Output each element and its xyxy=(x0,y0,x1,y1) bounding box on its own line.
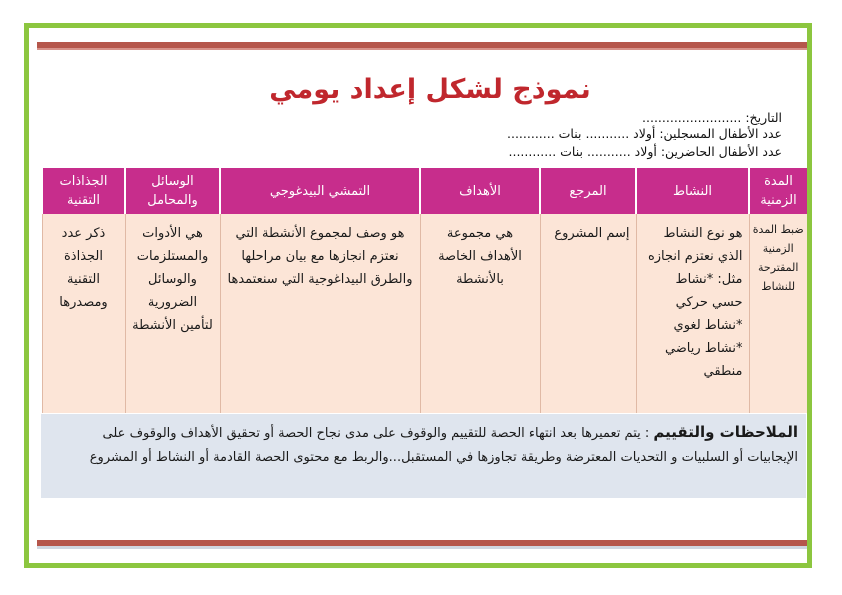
table-row xyxy=(42,214,807,413)
notes-text: : يتم تعميرها بعد انتهاء الحصة للتقييم والوقوف على مدى نجاح الحصة أو تحقيق الأهداف والوقوف على الإيجابيات أو السلبيات و التحديات المعترضة وطريقة تجاوزها في المستقبل...والربط مع محتوى الحصة القادمة أو النشاط أو المشروع xyxy=(89,426,798,465)
cell-pedagogy: هو وصف لمجموع الأنشطة التي نعتزم انجازها مع بيان مراحلها والطرق البيداغوجية التي سنعتمدها xyxy=(220,214,420,413)
cell-objectives: هي مجموعة الأهداف الخاصة بالأنشطة xyxy=(420,214,540,413)
header-activity: النشاط xyxy=(636,168,749,214)
cell-activity: هو نوع النشاط الذي نعتزم انجازه مثل: *نشاط حسي حركي *نشاط لغوي *نشاط رياضي منطقي xyxy=(636,214,749,413)
top-rule-accent xyxy=(37,48,807,50)
header-duration: المدة الزمنية xyxy=(749,168,807,214)
cell-materials: هي الأدوات والمستلزمات والوسائل الضرورية لتأمين الأنشطة xyxy=(125,214,220,413)
notes-label: الملاحظات والتقييم xyxy=(653,423,798,441)
bottom-rule-accent xyxy=(37,546,807,549)
present-line: عدد الأطفال الحاضرين: أولاد ........... بنات ............ xyxy=(508,144,782,159)
page-title: نموذج لشكل إعداد يومي xyxy=(269,74,591,105)
date-line: التاريخ: ......................... xyxy=(642,110,782,125)
cell-duration: ضبط المدة الزمنية المقترحة للنشاط xyxy=(749,214,807,413)
header-cards: الجذاذات التقنية xyxy=(42,168,125,214)
header-materials: الوسائل والمحامل xyxy=(125,168,220,214)
header-objectives: الأهداف xyxy=(420,168,540,214)
cell-reference: إسم المشروع xyxy=(540,214,636,413)
cell-cards: ذكر عدد الجذاذة التقنية ومصدرها xyxy=(42,214,125,413)
plan-table xyxy=(41,168,807,413)
header-row xyxy=(42,168,807,214)
header-reference: المرجع xyxy=(540,168,636,214)
registered-line: عدد الأطفال المسجلين: أولاد ........... بنات ............ xyxy=(507,126,782,141)
header-pedagogy: التمشي البيدغوجي xyxy=(220,168,420,214)
notes-section xyxy=(41,414,806,498)
